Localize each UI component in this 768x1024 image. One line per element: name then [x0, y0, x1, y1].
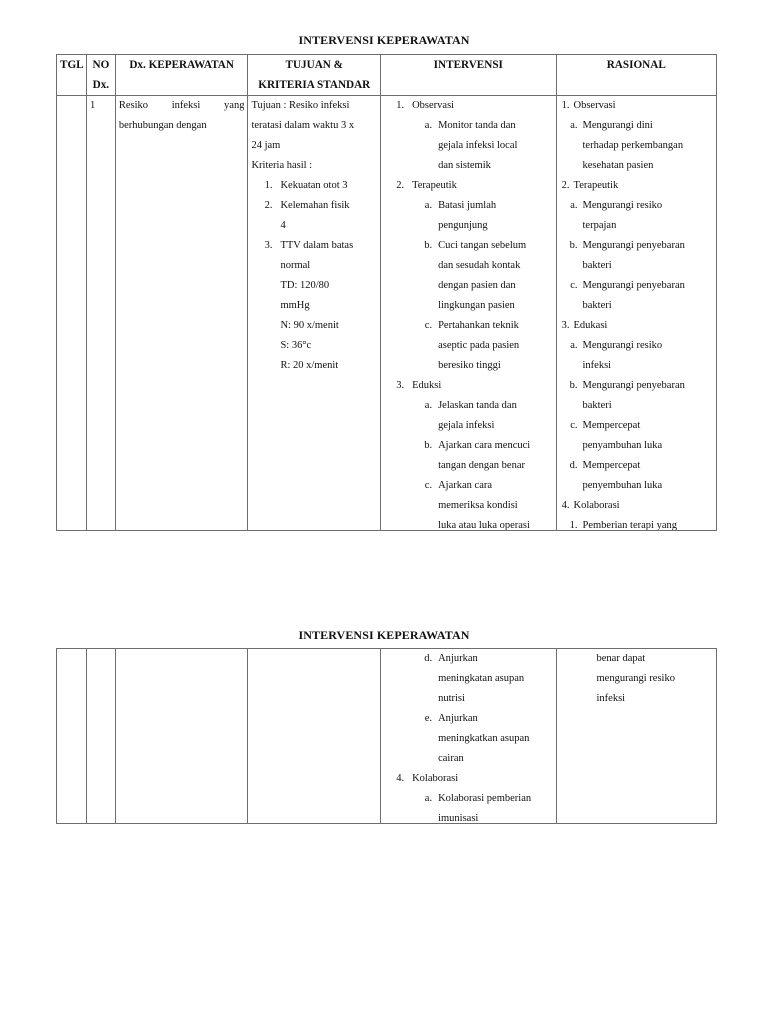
list-item	[560, 416, 713, 456]
list-item-line: kesehatan pasien	[582, 160, 654, 171]
list-group-heading	[560, 316, 713, 336]
list-item-text	[583, 376, 713, 416]
list-item-line: imunisasi	[438, 813, 479, 823]
list-item-line: mmHg	[280, 300, 310, 311]
list-group-heading	[384, 376, 552, 396]
page-title-2: INTERVENSI KEPERAWATAN	[298, 628, 470, 642]
list-item	[384, 789, 552, 823]
list-item-line: meningkatan asupan	[438, 673, 525, 684]
list-item-line: Ajarkan cara	[438, 480, 493, 491]
list-item-text	[438, 649, 552, 709]
list-item-line: penyambuhan luka	[582, 440, 663, 451]
cell-tgl	[57, 96, 87, 531]
list-item-line: R: 20 x/menit	[280, 360, 339, 371]
list-item-text	[438, 236, 552, 316]
header-tujuan: TUJUAN & KRITERIA STANDAR	[248, 55, 381, 96]
list-marker: c.	[570, 420, 578, 431]
list-marker: 1.	[569, 520, 578, 530]
list-marker: c.	[570, 280, 578, 291]
list-group-heading	[384, 96, 552, 116]
page-title: INTERVENSI KEPERAWATAN	[298, 33, 470, 47]
list-group-label: Observasi	[412, 100, 455, 111]
list-item-line: Cuci tangan sebelum	[438, 240, 527, 251]
list-item-text	[583, 456, 713, 496]
list-item-line: terhadap perkembangan	[582, 140, 684, 151]
list-item	[560, 276, 713, 316]
list-item-line: bakteri	[582, 400, 612, 411]
list-item-line: penyembuhan luka	[582, 480, 663, 491]
list-item-line: gejala infeksi	[438, 420, 495, 431]
cell-no-dx	[86, 649, 115, 824]
list-group-label: Kolaborasi	[412, 773, 459, 784]
list-item	[384, 709, 552, 769]
list-marker: c.	[424, 320, 433, 331]
list-marker: a.	[424, 400, 433, 411]
list-item-line: Mempercepat	[582, 420, 641, 431]
list-item	[560, 116, 713, 176]
list-item-line: Mempercepat	[582, 460, 641, 471]
tujuan-line: teratasi dalam waktu 3 x	[251, 120, 355, 131]
tujuan-line: Kriteria hasil :	[251, 160, 313, 171]
list-item-line: Mengurangi penyebaran	[582, 240, 685, 251]
cell-dx-keperawatan: Resiko infeksi yang berhubungan dengan	[115, 96, 248, 531]
list-item-text	[583, 196, 713, 236]
list-marker: 1.	[396, 100, 405, 111]
list-item-text	[583, 416, 713, 456]
list-item-line: Mengurangi resiko	[582, 340, 663, 351]
tujuan-line: 24 jam	[251, 140, 281, 151]
list-item	[384, 196, 552, 236]
list-item-line: Pemberian terapi yang	[582, 520, 677, 530]
list-item-line: Jelaskan tanda dan	[438, 400, 517, 411]
list-marker: e.	[424, 713, 433, 724]
table-row	[57, 649, 717, 824]
cell-tujuan	[248, 96, 381, 531]
list-item-text	[438, 196, 552, 236]
list-group-heading	[560, 96, 713, 116]
list-item-text	[280, 236, 377, 376]
list-item-line: dan sesudah kontak	[438, 260, 521, 271]
list-marker: 3.	[396, 380, 405, 391]
cell-tgl	[57, 649, 87, 824]
list-item-text	[280, 176, 377, 196]
list-marker: b.	[424, 240, 433, 251]
list-marker: a.	[424, 793, 433, 804]
list-item-text	[438, 709, 552, 769]
list-item	[384, 116, 552, 176]
list-item-line: Monitor tanda dan	[438, 120, 516, 131]
cell-tujuan	[248, 649, 381, 824]
table-header-row	[57, 55, 717, 96]
list-item-text	[583, 116, 713, 176]
list-item-line: terpajan	[582, 220, 617, 231]
list-item-line: beresiko tinggi	[438, 360, 501, 371]
list-group-label: Terapeutik	[412, 180, 457, 191]
list-item-text	[583, 276, 713, 316]
tujuan-line: Tujuan : Resiko infeksi	[251, 100, 350, 111]
list-item-line: lingkungan pasien	[438, 300, 515, 311]
list-item-line: Pertahankan teknik	[438, 320, 519, 331]
list-item-line: Kekuatan otot 3	[280, 180, 348, 191]
header-no-dx: NO Dx.	[86, 55, 115, 96]
cell-rasional	[556, 96, 716, 531]
list-marker: 4.	[396, 773, 405, 784]
list-marker: 3.	[264, 240, 273, 251]
list-group-label: Edukasi	[573, 320, 608, 331]
list-marker: 3.	[561, 320, 570, 331]
list-item-line: bakteri	[582, 260, 612, 271]
list-item-line: memeriksa kondisi	[438, 500, 518, 511]
cell-no-dx: 1	[86, 96, 115, 531]
list-item-line: Ajarkan cara mencuci	[438, 440, 531, 451]
list-item	[384, 649, 552, 709]
list-item-line: Kolaborasi pemberian	[438, 793, 532, 804]
list-item-text	[438, 116, 552, 176]
list-group-label: Eduksi	[412, 380, 442, 391]
list-item-line: Anjurkan	[438, 713, 478, 724]
list-item	[384, 436, 552, 476]
list-group-label: Kolaborasi	[573, 500, 620, 511]
list-item-line: Mengurangi resiko	[582, 200, 663, 211]
header-dx-keperawatan: Dx. KEPERAWATAN	[115, 55, 248, 96]
list-marker: d.	[569, 460, 578, 471]
intervention-table-continued	[56, 648, 717, 824]
list-item-text	[583, 516, 713, 530]
list-marker: a.	[570, 120, 578, 131]
list-marker: b.	[424, 440, 433, 451]
list-item-line: tangan dengan benar	[438, 460, 525, 471]
header-rasional: RASIONAL	[556, 55, 716, 96]
list-item-line: pengunjung	[438, 220, 488, 231]
list-item-text	[438, 436, 552, 476]
list-item-line: luka atau luka operasi	[438, 520, 530, 530]
list-item-line: infeksi	[582, 360, 612, 371]
list-item-text	[438, 789, 552, 823]
list-marker: d.	[424, 653, 433, 664]
list-item	[384, 316, 552, 376]
list-item-text	[438, 476, 552, 530]
list-item-line: dengan pasien dan	[438, 280, 516, 291]
list-item	[384, 236, 552, 316]
list-group-heading	[560, 496, 713, 516]
list-item	[384, 396, 552, 436]
rasional-line: infeksi	[596, 693, 626, 704]
list-item-line: Anjurkan	[438, 653, 478, 664]
list-group-label: Observasi	[573, 100, 616, 111]
list-marker: 1.	[561, 100, 570, 111]
list-item-line: TD: 120/80	[280, 280, 330, 291]
list-marker: 2.	[561, 180, 570, 191]
list-item	[560, 336, 713, 376]
list-item-line: Mengurangi penyebaran	[582, 380, 685, 391]
header-intervensi: INTERVENSI	[381, 55, 556, 96]
list-group-label: Terapeutik	[573, 180, 619, 191]
list-marker: a.	[424, 120, 433, 131]
list-item	[560, 516, 713, 530]
list-marker: b.	[569, 380, 578, 391]
list-item-line: S: 36°c	[280, 340, 312, 351]
list-marker: c.	[424, 480, 433, 491]
list-item-line: gejala infeksi local	[438, 140, 518, 151]
list-item-line: 4	[280, 220, 286, 231]
list-item	[560, 236, 713, 276]
list-item-line: Mengurangi dini	[582, 120, 653, 131]
list-item-text	[583, 336, 713, 376]
list-marker: b.	[569, 240, 578, 251]
cell-intervensi	[381, 649, 556, 824]
list-marker: 2.	[396, 180, 405, 191]
list-group-heading	[560, 176, 713, 196]
list-item-line: nutrisi	[438, 693, 465, 704]
list-item-line: Batasi jumlah	[438, 200, 497, 211]
cell-intervensi	[381, 96, 556, 531]
cell-rasional	[556, 649, 716, 824]
list-item-text	[438, 316, 552, 376]
list-marker: a.	[570, 340, 578, 351]
list-item-line: bakteri	[582, 300, 612, 311]
list-item	[251, 196, 377, 236]
header-tgl: TGL	[57, 55, 87, 96]
list-marker: 4.	[561, 500, 570, 511]
list-item-line: dan sistemik	[438, 160, 491, 171]
list-item-line: aseptic pada pasien	[438, 340, 520, 351]
list-item	[560, 456, 713, 496]
list-group-heading	[384, 176, 552, 196]
list-item-line: N: 90 x/menit	[280, 320, 339, 331]
list-item	[384, 476, 552, 530]
rasional-line: mengurangi resiko	[596, 673, 675, 684]
list-item-line: TTV dalam batas	[280, 240, 354, 251]
list-item	[251, 176, 377, 196]
list-group-heading	[384, 769, 552, 789]
rasional-line: benar dapat	[596, 653, 646, 664]
list-marker: 1.	[264, 180, 273, 191]
list-marker: a.	[424, 200, 433, 211]
list-item-text	[583, 236, 713, 276]
list-item-line: meningkatkan asupan	[438, 733, 530, 744]
list-item-line: cairan	[438, 753, 464, 764]
list-marker: 2.	[264, 200, 273, 211]
list-item	[560, 196, 713, 236]
list-item-line: Mengurangi penyebaran	[582, 280, 685, 291]
list-item-line: Kelemahan fisik	[280, 200, 350, 211]
list-marker: a.	[570, 200, 578, 211]
list-item-text	[438, 396, 552, 436]
list-item	[251, 236, 377, 376]
cell-dx-keperawatan	[115, 649, 248, 824]
list-item-text	[280, 196, 377, 236]
list-item	[560, 376, 713, 416]
list-item-line: normal	[280, 260, 311, 271]
table-row	[57, 96, 717, 531]
intervention-table	[56, 54, 717, 531]
